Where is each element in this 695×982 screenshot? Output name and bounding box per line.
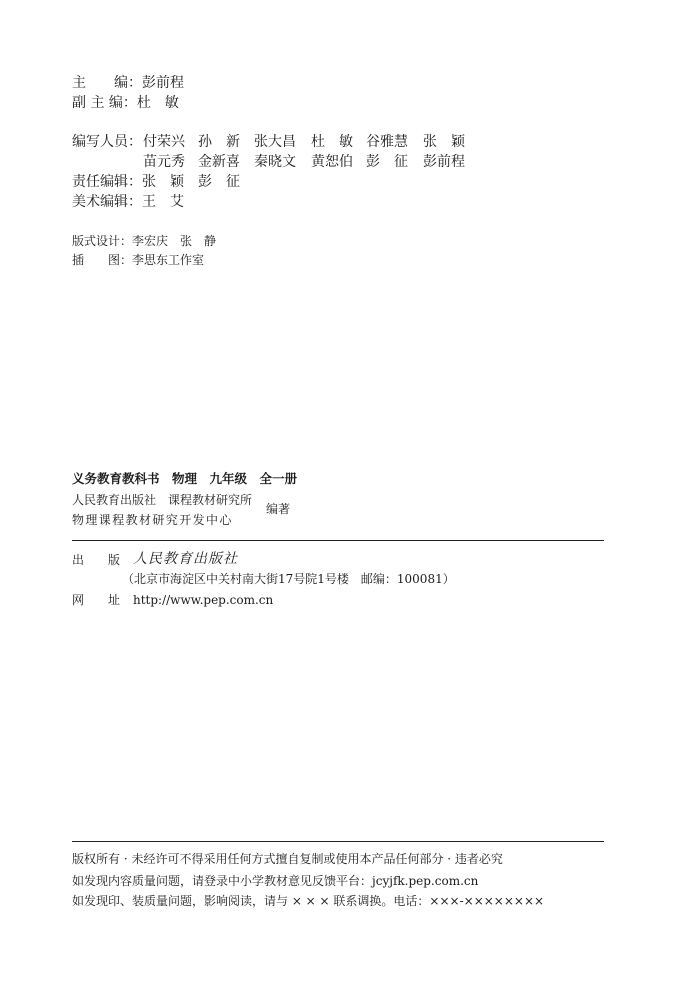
layout-design-label: 版式设计: [72, 234, 121, 248]
feedback-notice: 如发现内容质量问题，请登录中小学教材意见反馈平台：jcyjfk.pep.com.cn: [72, 874, 479, 888]
responsible-editors-value: 张 颖 彭 征: [142, 174, 240, 190]
writer-name: 孙 新: [198, 134, 240, 150]
writer-name: 张大昌: [254, 134, 296, 150]
divider-top: [72, 540, 604, 541]
layout-design-value: 李宏庆 张 静: [132, 234, 217, 248]
illustration-label: 插 图: [72, 253, 121, 267]
chief-editor-label: 主 编: [72, 75, 128, 91]
deputy-editor-value: 杜 敏: [136, 95, 179, 111]
copyright-notice: 版权所有 · 未经许可不得采用任何方式擅自复制或使用本产品任何部分 · 违者必究: [72, 852, 503, 866]
publisher-logo: 人民教育出版社: [133, 551, 238, 567]
layout-design-line: 版式设计：李宏庆 张 静: [72, 234, 217, 248]
writer-name: 苗元秀: [143, 154, 185, 170]
publisher-line-1: 人民教育出版社 课程教材研究所: [72, 493, 253, 507]
writer-name: 张 颖: [423, 134, 465, 150]
writer-name: 谷雅慧: [366, 134, 408, 150]
web-label: 网 址: [72, 593, 121, 607]
print-issue-notice: 如发现印、装质量问题，影响阅读，请与 × × × 联系调换。电话：×××-××××××××: [72, 894, 545, 908]
writer-name: 秦晓文: [254, 154, 296, 170]
writers-line-1: 编写人员：: [72, 134, 142, 150]
illustration-value: 李思东工作室: [132, 253, 205, 267]
responsible-editors-line: 责任编辑：张 颖 彭 征: [72, 174, 240, 190]
illustration-line: 插 图：李思东工作室: [72, 253, 205, 267]
writer-name: 彭前程: [423, 154, 465, 170]
writer-name: 黄恕伯: [311, 154, 353, 170]
authored-label: 编著: [266, 502, 291, 516]
art-editor-label: 美术编辑: [72, 194, 128, 210]
writers-label: 编写人员: [72, 134, 128, 150]
chief-editor-line: 主 编：彭前程: [72, 75, 184, 91]
writer-name: 彭 征: [366, 154, 408, 170]
writer-name: 杜 敏: [311, 134, 353, 150]
writer-name: 金新喜: [198, 154, 240, 170]
art-editor-value: 王 艾: [142, 194, 184, 210]
book-title: 义务教育教科书 物理 九年级 全一册: [72, 471, 298, 486]
publisher-address: （北京市海淀区中关村南大街17号院1号楼 邮编：100081）: [122, 572, 455, 586]
art-editor-line: 美术编辑：王 艾: [72, 194, 184, 210]
publisher-line-2: 物理课程教材研究开发中心: [72, 513, 233, 527]
deputy-editor-label: 副 主 编: [72, 95, 123, 111]
deputy-editor-line: 副 主 编：杜 敏: [72, 95, 179, 111]
divider-bottom: [72, 841, 604, 842]
publish-label: 出 版: [72, 553, 121, 567]
chief-editor-value: 彭前程: [142, 75, 184, 91]
responsible-editors-label: 责任编辑: [72, 174, 128, 190]
writer-name: 付荣兴: [143, 134, 185, 150]
web-url[interactable]: http://www.pep.com.cn: [133, 593, 274, 607]
